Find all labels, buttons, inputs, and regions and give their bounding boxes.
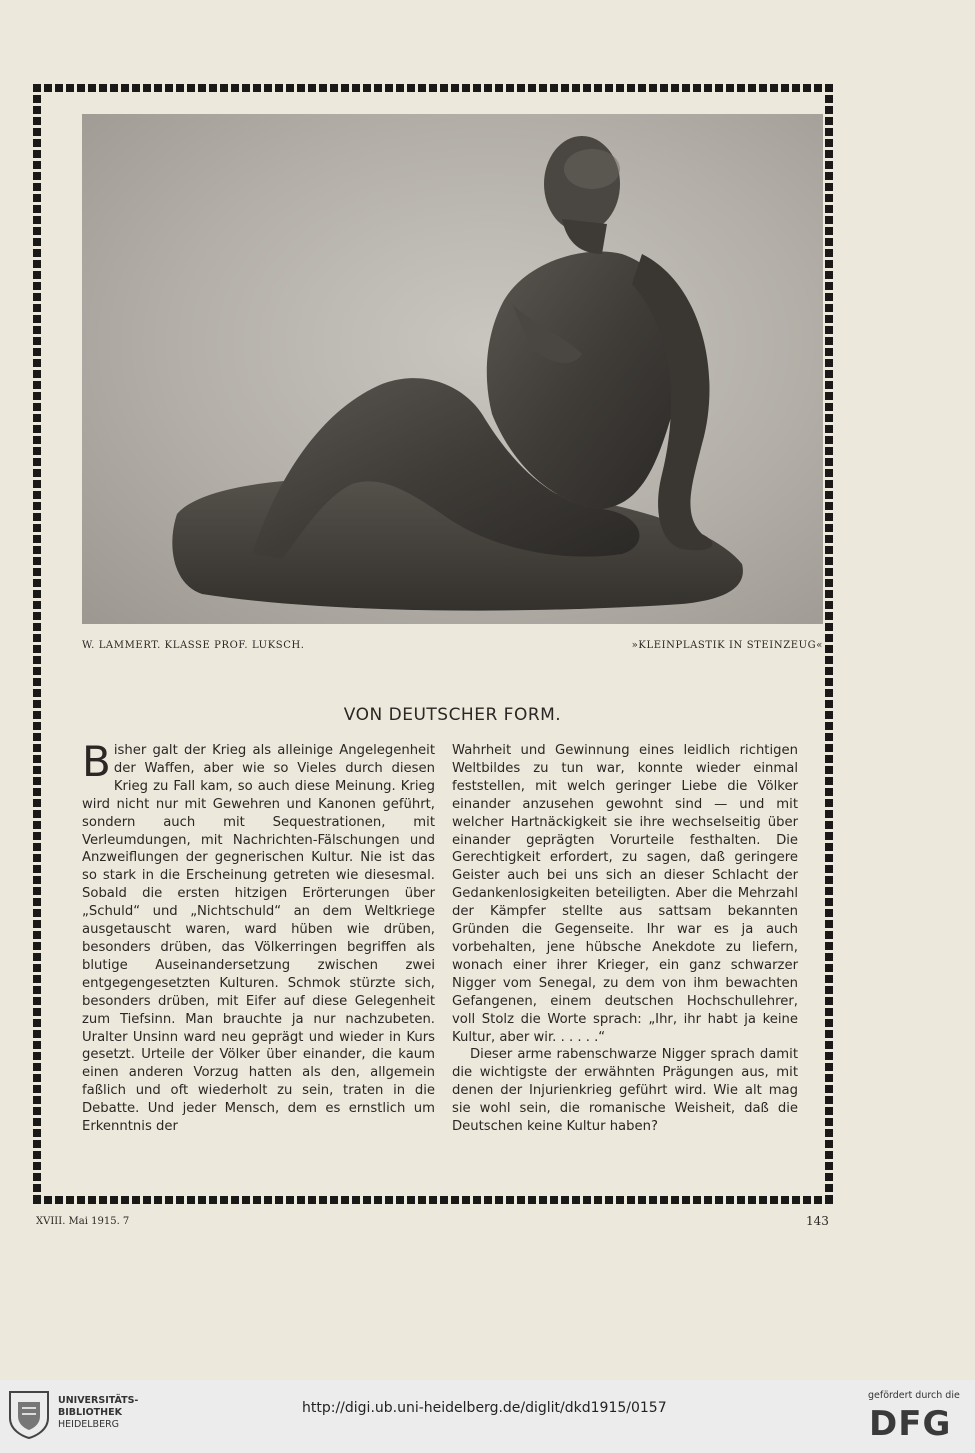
dfg-logo: DFG [869,1404,952,1444]
frame-right-border [825,84,833,1204]
frame-top-border [33,84,833,92]
paragraph: Dieser arme rabenschwarze Nigger sprach damit die wichtigste der erwähnten Prägungen aus, mit denen der Injurienkrieg geführt wird. Wie alt mag sie wohl sein, die romanische Weisheit, daß die Deutschen keine Kultur haben? [452,1047,798,1135]
digitization-footer [0,1380,975,1453]
photo-caption-artist: W. LAMMERT. KLASSE PROF. LUKSCH. [82,640,305,651]
drop-cap: B [82,737,111,786]
issue-info: XVIII. Mai 1915. 7 [36,1216,130,1227]
funding-label: gefördert durch die [868,1390,960,1401]
institution-line: BIBLIOTHEK [58,1407,122,1418]
sculpture-illustration [82,114,823,624]
sculpture-photo [82,114,823,624]
frame-bottom-border [33,1196,833,1204]
text-column-right [452,742,798,1136]
paragraph: Wahrheit und Gewinnung eines leidlich richtigen Weltbildes zu tun war, konnte wieder einmal feststellen, mit welch geringer Liebe die Völker einander anzusehen gewohnt sind — und mit welcher Hartnäckigkeit sie ihre wechselseitig über einander geprägten Vorurteile festhalten. Die Gerechtigkeit erfordert, zu sagen, daß geringere Geister auch bei uns sich an dieser Schlacht der Gedankenlosigkeiten beteiligten. Aber die Mehrzahl der Kämpfer stellte aus sattsam bekannten Gründen die Gegenseite. Ihr war es ja auch vorbehalten, jene hübsche Anekdote zu liefern, wonach einer ihrer Krieger, ein ganz schwarzer Nigger vom Senegal, zu dem von ihm bewachten Gefangenen, einem deutschen Hochschullehrer, voll Stolz die Worte sprach: „Ihr, ihr habt ja keine Kultur, aber wir. . . . . .“ [452,743,798,1045]
source-url-link[interactable]: http://digi.ub.uni-heidelberg.de/diglit/dkd1915/0157 [302,1400,667,1416]
paragraph [82,737,435,1136]
institution-name [58,1395,138,1431]
university-seal-icon [6,1388,52,1440]
photo-caption-title: »KLEINPLASTIK IN STEINZEUG« [631,640,823,651]
paragraph-text: isher galt der Krieg als alleinige Angelegenheit der Waffen, aber wie so Vieles durch diesen Krieg zu Fall kam, so auch diese Meinung. Krieg wird nicht nur mit Gewehren und Kanonen geführt, sondern auch mit Sequestrationen, mit Verleumdungen, mit Nachrichten-Fälschungen und Anzweiflungen der gegnerischen Kultur. Nie ist das so stark in die Erscheinung getreten wie diesesmal. Sobald die ersten hitzigen Erörterungen über „Schuld“ und „Nichtschuld“ an dem Weltkriege ausgetauscht waren, ward hüben wie drüben, besonders drüben, das Völkerringen begriffen als blutige Auseinandersetzung zwischen zwei entgegengesetzten Kulturen. Schmok stürzte sich, besonders drüben, mit Eifer auf diese Gelegenheit zum Tiefsinn. Man brauchte ja nur nachzubeten. Uralter Unsinn ward neu geprägt und wieder in Kurs gesetzt. Urteile der Völker über einander, die kaum einen anderen Vorzug hatten als den, allgemein faßlich und oft wiederholt zu sein, traten in die Debatte. Und jeder Mensch, dem es ernstlich um Erkenntnis der [82,743,435,1135]
article-title: VON DEUTSCHER FORM. [343,705,562,725]
institution-line: UNIVERSITÄTS- [58,1395,139,1406]
institution-line: HEIDELBERG [58,1419,120,1430]
frame-left-border [33,84,41,1204]
page-number: 143 [806,1214,829,1228]
text-column-left [82,737,435,1136]
